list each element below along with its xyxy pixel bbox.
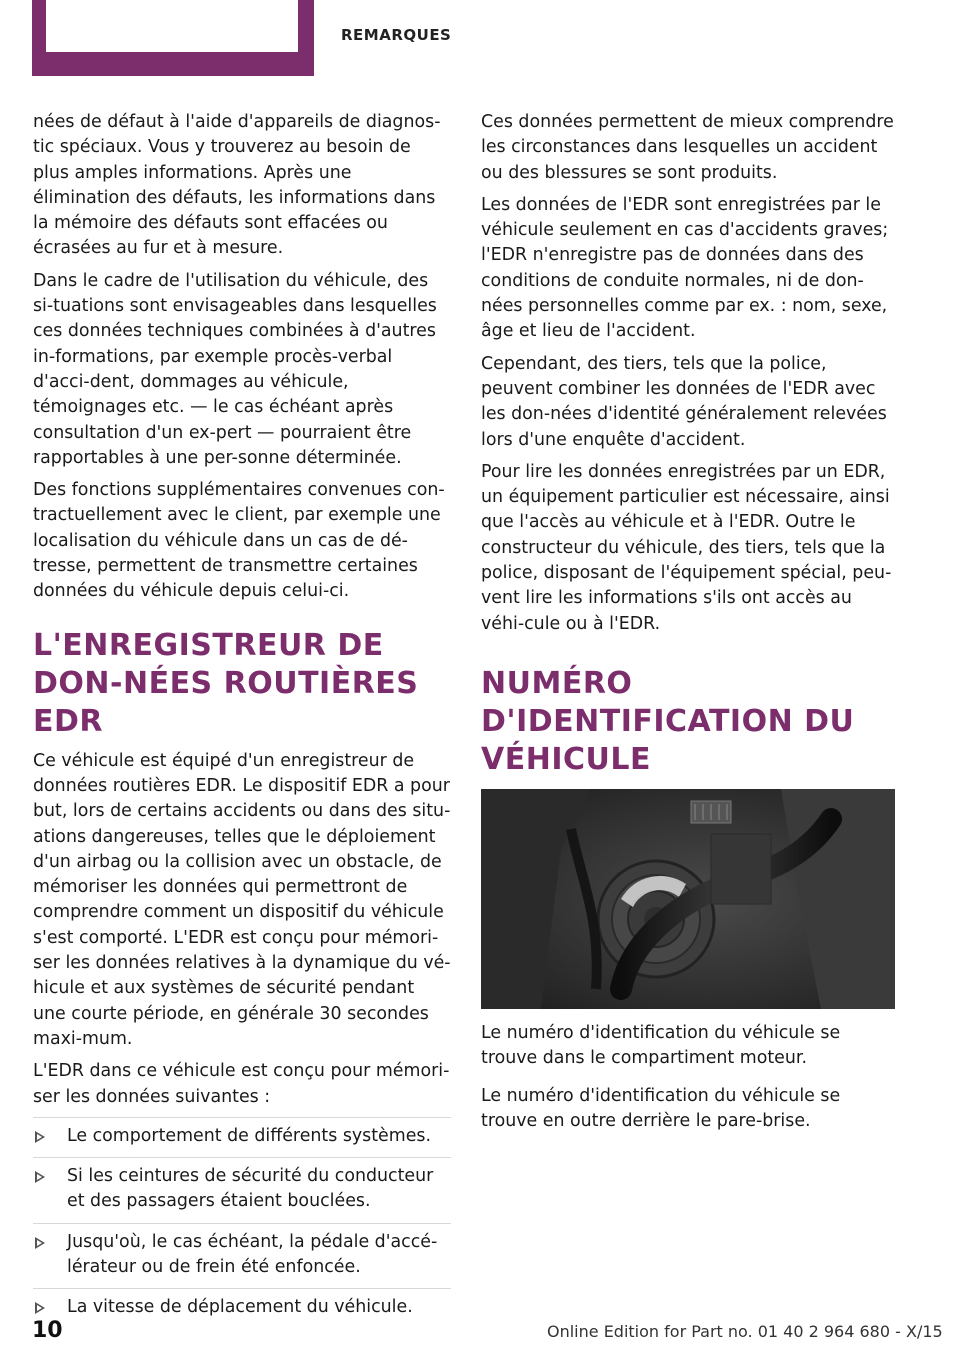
paragraph: nées de défaut à l'aide d'appareils de diagnos-tic spéciaux. Vous y trouverez au besoin de plus amples informations. Après une élimination des défauts, les informations dans la mémoire des défauts sont effacées ou écrasées au fur et à mesure.	[33, 112, 441, 259]
list-item	[33, 1157, 451, 1215]
list-item-text: La vitesse de déplacement du véhicule.	[67, 1297, 413, 1318]
header-tab	[32, 0, 314, 76]
edition-footer: Online Edition for Part no. 01 40 2 964 680 - X/15	[547, 1322, 943, 1341]
paragraph: Pour lire les données enregistrées par un EDR, un équipement particulier est nécessaire, ainsi que l'accès au véhicule et à l'EDR. Outre le constructeur du véhicule, des tiers, tels que la police, disposant de l'équipement spécial, peu-vent lire les informations s'ils ont accès au véhi-cule ou à l'EDR.	[481, 461, 892, 634]
paragraph: Les données de l'EDR sont enregistrées par le véhicule seulement en cas d'accidents graves; l'EDR n'enregistre pas de données dans des conditions de conduite normales, ni de don-nées personnelles comme par ex. : nom, sexe, âge et lieu de l'accident.	[481, 194, 889, 342]
paragraph: Ces données permettent de mieux comprendre les circonstances dans lesquelles un accident ou des blessures se sont produits.	[481, 112, 894, 183]
list-item-text: Si les ceintures de sécurité du conducteur et des passagers étaient bouclées.	[67, 1166, 434, 1212]
list-item	[33, 1117, 451, 1149]
triangle-bullet-icon	[35, 1131, 45, 1143]
paragraph: Le numéro d'identification du véhicule se trouve en outre derrière le pare-brise.	[481, 1085, 841, 1131]
paragraph: Ce véhicule est équipé d'un enregistreur de données routières EDR. Le dispositif EDR a pour but, lors de certains accidents ou dans des situ-ations dangereuses, telles que le déploiement d'un airbag ou la collision avec un obstacle, de mémoriser les données qui permettront de comprendre comment un dispositif du véhicule s'est comporté. L'EDR est conçu pour mémori-ser les données relatives à la dynamique du vé-hicule et aux systèmes de sécurité pendant une courte période, en générale 30 secondes maxi-mum.	[33, 750, 451, 1049]
paragraph: Le numéro d'identification du véhicule se trouve dans le compartiment moteur.	[481, 1022, 841, 1069]
list-item	[33, 1223, 451, 1281]
list-item	[33, 1288, 451, 1320]
list-item-text: Jusqu'où, le cas échéant, la pédale d'accé-lérateur ou de frein été enfoncée.	[67, 1231, 438, 1277]
list-item-text: Le comportement de différents systèmes.	[67, 1125, 431, 1146]
edr-heading: L'ENREGISTREUR DE DON-NÉES ROUTIÈRES EDR	[33, 627, 419, 739]
page-number: 10	[32, 1318, 63, 1343]
left-column	[33, 110, 451, 1329]
paragraph: L'EDR dans ce véhicule est conçu pour mémori-ser les données suivantes :	[33, 1061, 450, 1107]
triangle-bullet-icon	[35, 1237, 45, 1249]
triangle-bullet-icon	[35, 1302, 45, 1314]
engine-compartment-image	[481, 789, 895, 1009]
paragraph: Dans le cadre de l'utilisation du véhicule, des si-tuations sont envisageables dans lesquelles ces données techniques combinées à d'autres in-formations, par exemple procès-verbal d'acci-dent, dommages au véhicule, témoignages etc. — le cas échéant après consultation d'un ex-pert — pourraient être rapportables à une per-sonne déterminée.	[33, 270, 437, 468]
vin-heading: NUMÉRO D'IDENTIFICATION DU VÉHICULE	[481, 665, 855, 777]
header-tab-inner	[46, 0, 298, 52]
triangle-bullet-icon	[35, 1171, 45, 1183]
section-title: REMARQUES	[341, 26, 452, 44]
paragraph: Cependant, des tiers, tels que la police, peuvent combiner les données de l'EDR avec les don-nées d'identité généralement relevées lors d'une enquête d'accident.	[481, 353, 887, 450]
right-column	[481, 110, 899, 1141]
paragraph: Des fonctions supplémentaires convenues con-tractuellement avec le client, par exemple une localisation du véhicule dans un cas de dé-tresse, permettent de transmettre certaines données du véhicule depuis celui-ci.	[33, 480, 445, 602]
edr-bullet-list	[33, 1117, 451, 1321]
